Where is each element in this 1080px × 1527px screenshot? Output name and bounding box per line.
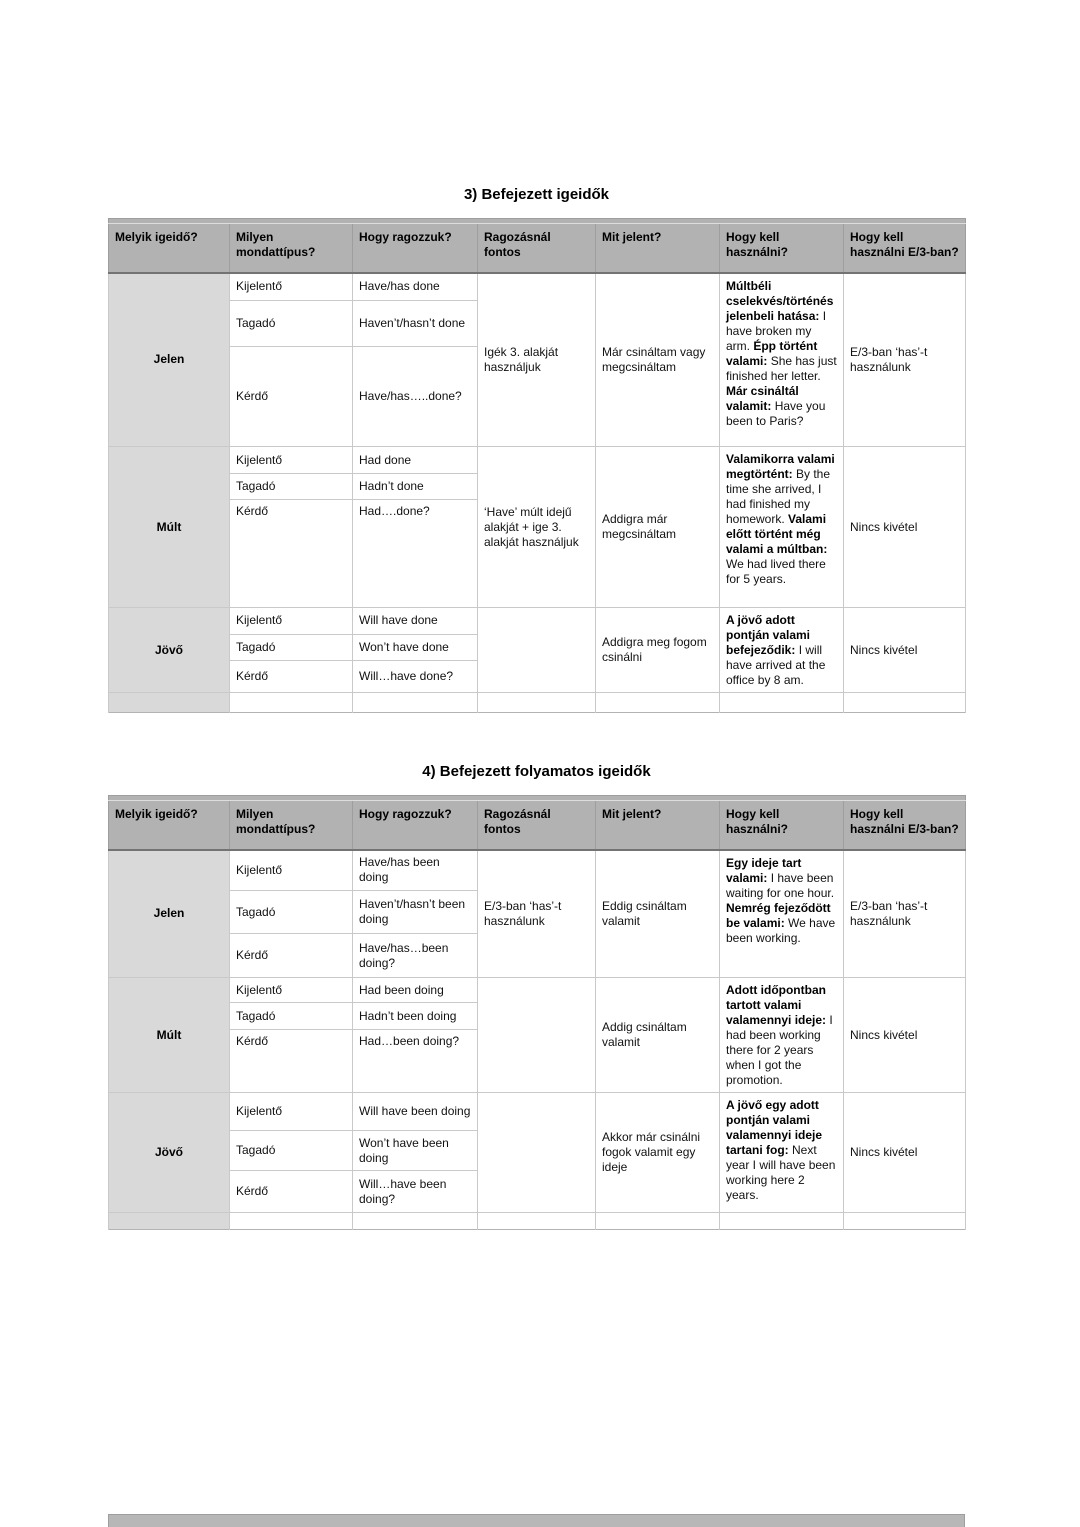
tense-cell: Jelen [109,850,230,978]
tense-cell: Múlt [109,447,230,608]
sentence-type-cell: Kijelentő [230,273,353,301]
tense-cell: Jövő [109,608,230,693]
header-cell-tense: Melyik igeidő? [109,224,230,273]
sentence-type-cell: Kérdő [230,1171,353,1213]
usage-cell [720,1213,844,1230]
form-cell: Hadn’t been doing [353,1003,478,1029]
perfect-tenses-table [108,218,966,713]
header-cell-sentence-type: Milyen mondattípus? [230,801,353,850]
table-row [109,978,966,1003]
perfect-continuous-tenses-table [108,795,966,1230]
form-cell: Won’t have been doing [353,1131,478,1171]
form-cell: Will have done [353,608,478,635]
e3-cell: E/3-ban ‘has’-t használunk [844,850,966,978]
meaning-cell: Már csináltam vagy megcsináltam [596,273,720,447]
header-row [109,801,966,850]
meaning-cell: Addigra meg fogom csinálni [596,608,720,693]
header-cell-important: Ragozásnál fontos [478,224,596,273]
sentence-type-cell: Kijelentő [230,447,353,474]
important-cell [478,1213,596,1230]
meaning-cell: Addig csináltam valamit [596,978,720,1093]
cropped-table-row [109,693,966,713]
important-cell [478,693,596,713]
form-cell: Will have been doing [353,1093,478,1131]
header-cell-tense: Melyik igeidő? [109,801,230,850]
table-title-perfect-continuous-tenses: 4) Befejezett folyamatos igeidők [422,763,651,780]
meaning-cell [596,693,720,713]
sentence-type-cell: Kérdő [230,661,353,693]
header-cell-important: Ragozásnál fontos [478,801,596,850]
sentence-type-cell: Tagadó [230,891,353,934]
e3-cell: Nincs kivétel [844,608,966,693]
meaning-cell [596,1213,720,1230]
header-cell-usage: Hogy kell használni? [720,224,844,273]
table-row [109,850,966,891]
header-cell-meaning: Mit jelent? [596,801,720,850]
form-cell: Have/has been doing [353,850,478,891]
meaning-cell: Eddig csináltam valamit [596,850,720,978]
form-cell: Will…have been doing? [353,1171,478,1213]
e3-cell: E/3-ban ‘has’-t használunk [844,273,966,447]
e3-cell [844,693,966,713]
form-cell: Haven’t/hasn’t done [353,301,478,347]
usage-cell [720,693,844,713]
sentence-type-cell: Kérdő [230,1029,353,1092]
table-row [109,1093,966,1131]
form-cell: Have/has…been doing? [353,934,478,978]
important-cell [478,978,596,1093]
header-cell-usage-e3: Hogy kell használni E/3-ban? [844,224,966,273]
sentence-type-cell: Kérdő [230,500,353,608]
tense-cell: Jelen [109,273,230,447]
usage-cell: A jövő egy adott pontján valami valamennyi ideje tartani fog: Next year I will have been working here 2 years. [720,1093,844,1213]
form-cell: Had done [353,447,478,474]
sentence-type-cell: Kijelentő [230,978,353,1003]
sentence-type-cell: Tagadó [230,301,353,347]
e3-cell: Nincs kivétel [844,1093,966,1213]
table-title-perfect-tenses: 3) Befejezett igeidők [463,186,610,203]
header-row [109,224,966,273]
form-cell: Have/has done [353,273,478,301]
important-cell: ‘Have’ múlt idejű alakját + ige 3. alakját használjuk [478,447,596,608]
form-cell: Will…have done? [353,661,478,693]
form-cell: Had….done? [353,500,478,608]
meaning-cell: Akkor már csinálni fogok valamit egy ideje [596,1093,720,1213]
important-cell: E/3-ban ‘has’-t használunk [478,850,596,978]
header-cell-sentence-type: Milyen mondattípus? [230,224,353,273]
form-cell: Had…been doing? [353,1029,478,1092]
meaning-cell: Addigra már megcsináltam [596,447,720,608]
table-row [109,273,966,301]
tense-cell [109,693,230,713]
table-row [109,447,966,474]
e3-cell: Nincs kivétel [844,447,966,608]
sentence-type-cell: Tagadó [230,1131,353,1171]
form-cell: Haven’t/hasn’t been doing [353,891,478,934]
sentence-type-cell: Tagadó [230,634,353,661]
header-cell-meaning: Mit jelent? [596,224,720,273]
usage-cell: Múltbéli cselekvés/történés jelenbeli hatása: I have broken my arm. Épp történt valami: She has just finished her letter. Már csináltál valamit: Have you been to Paris? [720,273,844,447]
form-cell: Have/has…..done? [353,347,478,447]
usage-cell: A jövő adott pontján valami befejeződik: I will have arrived at the office by 8 am. [720,608,844,693]
form-cell [353,693,478,713]
sentence-type-cell: Kérdő [230,347,353,447]
tense-cell [109,1213,230,1230]
sentence-type-cell [230,1213,353,1230]
usage-cell: Adott időpontban tartott valami valamennyi ideje: I had been working there for 2 years when I got the promotion. [720,978,844,1093]
header-cell-conjugation: Hogy ragozzuk? [353,801,478,850]
sentence-type-cell: Kijelentő [230,1093,353,1131]
tense-cell: Jövő [109,1093,230,1213]
table-row [109,608,966,635]
e3-cell [844,1213,966,1230]
tense-cell: Múlt [109,978,230,1093]
sentence-type-cell: Tagadó [230,1003,353,1029]
usage-cell: Valamikorra valami megtörtént: By the time she arrived, I had finished my homework. Valami előtt történt még valami a múltban: We had lived there for 5 years. [720,447,844,608]
sentence-type-cell: Tagadó [230,474,353,500]
e3-cell: Nincs kivétel [844,978,966,1093]
sentence-type-cell: Kijelentő [230,850,353,891]
form-cell: Hadn’t done [353,474,478,500]
important-cell [478,608,596,693]
cropped-next-table-header [108,1514,965,1527]
usage-cell: Egy ideje tart valami: I have been waiting for one hour. Nemrég fejeződött be valami: We have been working. [720,850,844,978]
sentence-type-cell: Kérdő [230,934,353,978]
form-cell [353,1213,478,1230]
important-cell [478,1093,596,1213]
sentence-type-cell: Kijelentő [230,608,353,635]
sentence-type-cell [230,693,353,713]
important-cell: Igék 3. alakját használjuk [478,273,596,447]
header-cell-usage: Hogy kell használni? [720,801,844,850]
header-cell-usage-e3: Hogy kell használni E/3-ban? [844,801,966,850]
form-cell: Won’t have done [353,634,478,661]
header-cell-conjugation: Hogy ragozzuk? [353,224,478,273]
cropped-table-row [109,1213,966,1230]
form-cell: Had been doing [353,978,478,1003]
